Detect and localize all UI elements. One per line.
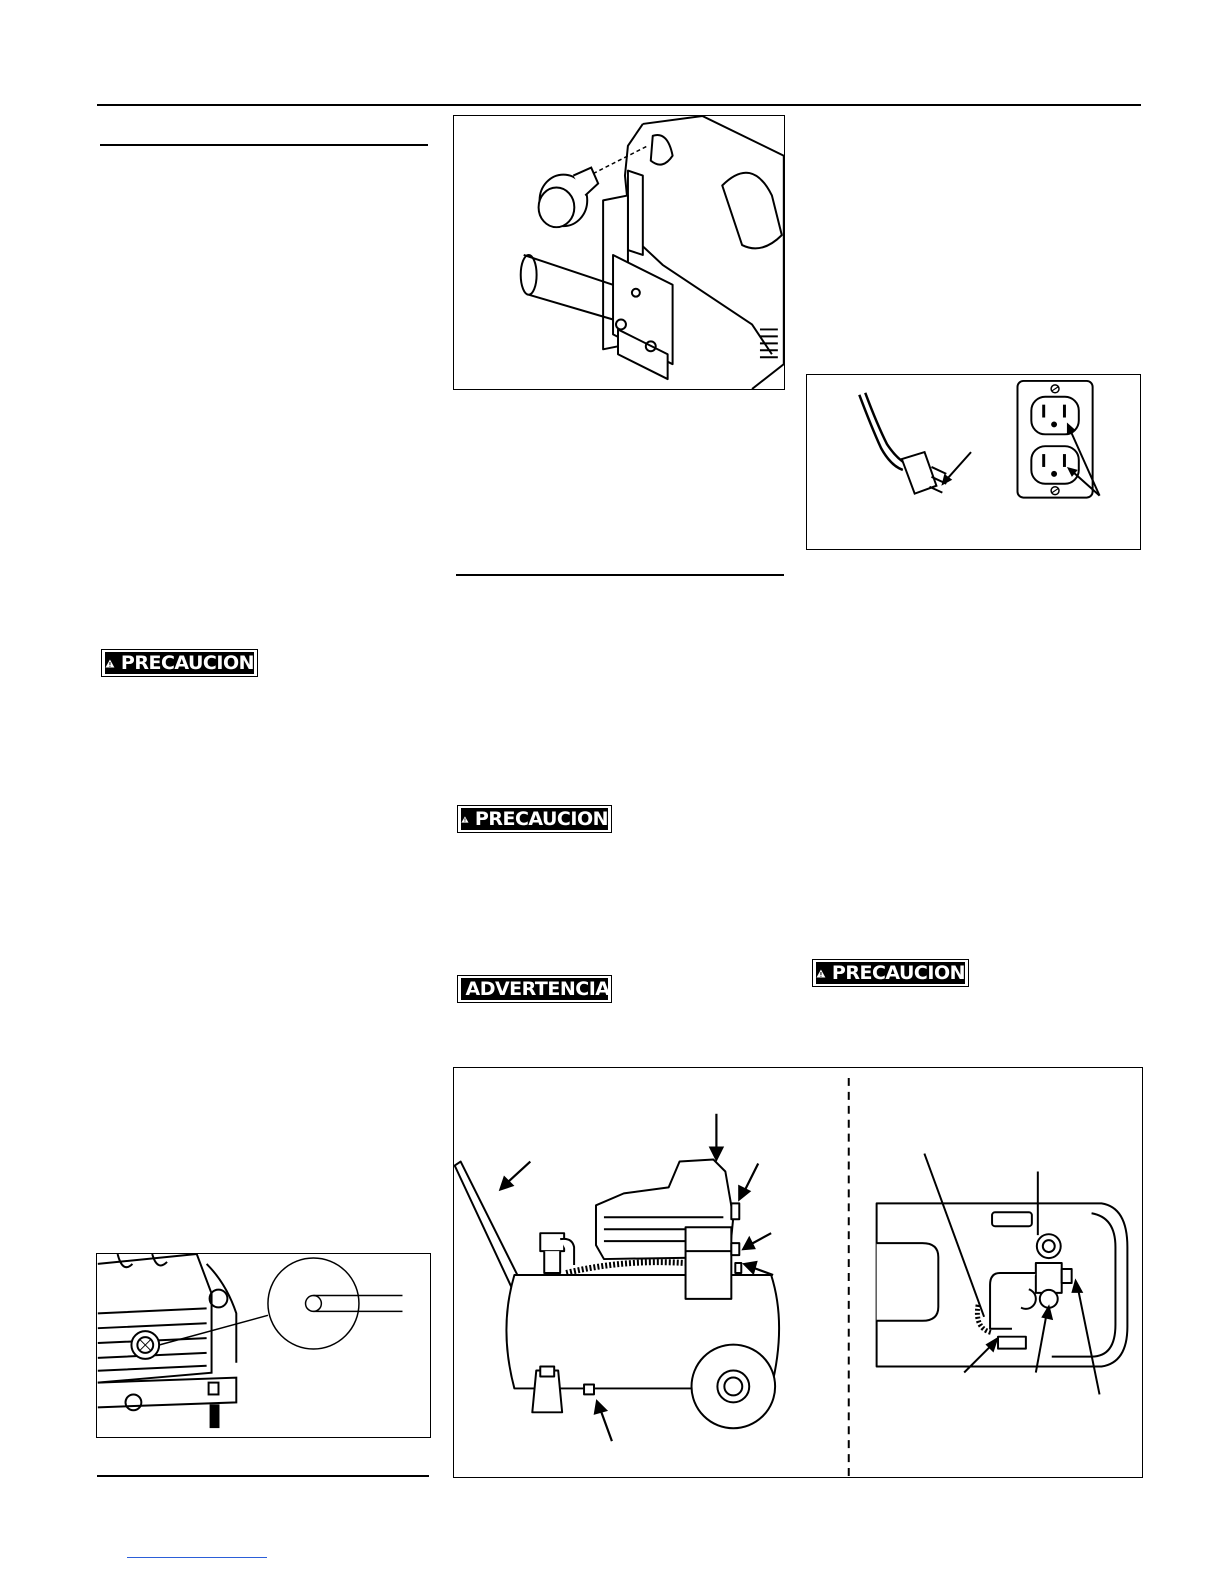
left-column-bottom-rule: [97, 1475, 429, 1477]
caution-label-middle: [457, 805, 612, 833]
middle-column-section-rule: [456, 574, 784, 576]
warning-triangle-icon: [816, 965, 826, 982]
plug-outlet-drawing: [807, 375, 1140, 549]
caution-label-left: [101, 649, 258, 677]
warning-triangle-icon: [105, 655, 115, 672]
footer-link-underline[interactable]: [127, 1557, 267, 1558]
figure-pump-drain-detail: [96, 1253, 431, 1438]
pump-detail-drawing: [97, 1254, 430, 1437]
caution-label-right: [812, 959, 969, 987]
caution-label-text: PRECAUCION: [474, 808, 608, 830]
figure-air-filter-install: [453, 115, 785, 390]
header-rule: [97, 104, 1141, 106]
figure-grounded-plug-outlet: [806, 374, 1141, 550]
figure-compressor-components: [453, 1067, 1143, 1478]
compressor-components-drawing: [454, 1068, 1142, 1477]
warning-triangle-icon: [461, 811, 469, 828]
caution-label-text: PRECAUCION: [120, 652, 254, 674]
caution-label-text: PRECAUCION: [831, 962, 965, 984]
warning-label-middle: [457, 975, 612, 1003]
air-filter-drawing: [454, 116, 784, 389]
warning-label-text: ADVERTENCIA: [465, 978, 610, 1000]
left-column-section-rule: [100, 144, 428, 146]
